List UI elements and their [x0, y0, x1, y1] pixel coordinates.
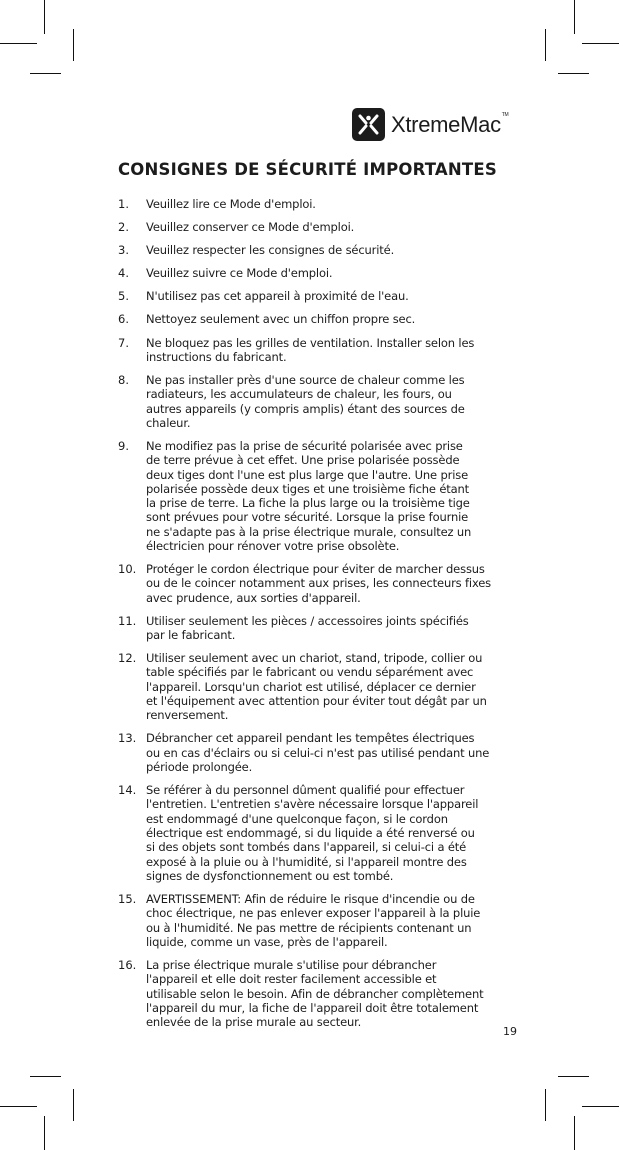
item-number: 15. — [118, 892, 137, 907]
item-number: 14. — [118, 783, 137, 798]
item-text — [146, 958, 483, 1029]
item-text — [146, 220, 354, 234]
item-text-line: si des objets sont tombés dans l'appareil, si celui-ci a été — [146, 840, 467, 855]
crop-mark — [545, 1089, 546, 1121]
item-text-line: de terre prévue à cet effet. Une prise polarisée possède — [146, 453, 460, 468]
item-text — [146, 197, 316, 211]
crop-mark — [582, 43, 619, 44]
item-text — [146, 289, 409, 303]
crop-mark — [44, 0, 45, 34]
item-text-line: choc électrique, ne pas enlever exposer l'appareil à la pluie — [146, 906, 481, 921]
list-item — [118, 731, 518, 774]
item-number: 12. — [118, 651, 137, 666]
item-number: 6. — [118, 312, 129, 327]
item-text-line: période prolongée. — [146, 760, 253, 775]
item-text-line: exposé à la pluie ou à l'humidité, si l'appareil montre des — [146, 854, 467, 869]
crop-mark — [558, 73, 589, 74]
item-text-line: par le fabricant. — [146, 628, 236, 643]
list-item — [118, 958, 518, 1029]
list-item — [118, 614, 518, 643]
item-number: 10. — [118, 562, 137, 577]
item-text-line: électricien pour rénover votre prise obsolète. — [146, 539, 400, 554]
crop-mark — [574, 1116, 575, 1150]
item-text-line: Se référer à du personnel dûment qualifié pour effectuer — [146, 783, 465, 798]
crop-mark — [0, 43, 37, 44]
item-number: 2. — [118, 220, 129, 235]
item-text-line: liquide, comme un vase, près de l'appareil. — [146, 934, 388, 949]
item-text-line: Ne modifiez pas la prise de sécurité polarisée avec prise — [146, 438, 463, 453]
item-text-line: ou en cas d'éclairs ou si celui-ci n'est pas utilisé pendant une — [146, 745, 490, 760]
safety-instructions-list — [118, 197, 518, 1038]
xtrememac-logo — [352, 108, 508, 141]
page-number: 19 — [503, 1025, 517, 1038]
item-number: 11. — [118, 613, 137, 628]
item-text-line: Utiliser seulement avec un chariot, stand, tripode, collier ou — [146, 651, 483, 666]
item-text-line: La prise électrique murale s'utilise pour débrancher — [146, 958, 437, 973]
item-number: 5. — [118, 289, 129, 304]
item-text-line: est endommagé d'une quelconque façon, si le cordon — [146, 811, 448, 826]
crop-mark — [545, 29, 546, 61]
item-text-line: enlevée de la prise murale au secteur. — [146, 1015, 362, 1030]
item-text-line: polarisée possède deux tiges et une troisième fiche étant — [146, 481, 469, 496]
crop-mark — [558, 1076, 589, 1077]
list-item — [118, 266, 518, 280]
item-text-line: l'entretien. L'entretien s'avère nécessaire lorsque l'appareil — [146, 797, 479, 812]
item-text-line: l'appareil et elle doit rester facilement accessible et — [146, 972, 437, 987]
list-item — [118, 197, 518, 211]
item-text-line: l'appareil du mur, la fiche de l'appareil doit être totalement — [146, 1000, 479, 1015]
list-item — [118, 336, 518, 365]
item-text-line: l'appareil. Lorsqu'un chariot est utilisé, déplacer ce dernier — [146, 679, 476, 694]
crop-mark — [73, 1089, 74, 1121]
item-text — [146, 266, 332, 280]
item-text-line: Nettoyez seulement avec un chiffon propre sec. — [146, 312, 416, 327]
item-text — [146, 312, 415, 326]
item-text-line: deux tiges dont l'une est plus large que l'autre. Une prise — [146, 467, 469, 482]
item-text — [146, 892, 480, 949]
item-text-line: Veuillez suivre ce Mode d'emploi. — [146, 266, 333, 281]
item-text-line: Veuillez respecter les consignes de sécurité. — [146, 243, 395, 258]
item-text-line: Utiliser seulement les pièces / accessoires joints spécifiés — [146, 613, 469, 628]
item-number: 16. — [118, 958, 137, 973]
item-text-line: sont prévues pour votre sécurité. Lorsque la prise fournie — [146, 510, 469, 525]
item-text-line: ne s'adapte pas à la prise électrique murale, consultez un — [146, 524, 472, 539]
list-item — [118, 439, 518, 553]
item-text — [146, 439, 471, 553]
list-item — [118, 651, 518, 722]
item-text — [146, 562, 491, 605]
item-text-line: électrique est endommagé, si du liquide a été renversé ou — [146, 826, 475, 841]
item-number: 9. — [118, 438, 129, 453]
item-text-line: AVERTISSEMENT: Afin de réduire le risque d'incendie ou de — [146, 892, 475, 907]
list-item — [118, 289, 518, 303]
item-text-line: utilisable selon le besoin. Afin de débrancher complètement — [146, 986, 484, 1001]
item-text-line: autres appareils (y compris amplis) étant des sources de — [146, 401, 465, 416]
list-item — [118, 220, 518, 234]
item-text-line: N'utilisez pas cet appareil à proximité de l'eau. — [146, 289, 409, 304]
item-number: 1. — [118, 197, 129, 211]
crop-mark — [73, 29, 74, 61]
item-text-line: signes de dysfonctionnement ou est tombé. — [146, 868, 394, 883]
item-text-line: radiateurs, les accumulateurs de chaleur, les fours, ou — [146, 387, 452, 402]
item-text-line: ou de le coincer notamment aux prises, les connecteurs fixes — [146, 576, 492, 591]
page-title: CONSIGNES DE SÉCURITÉ IMPORTANTES — [118, 160, 497, 179]
item-text — [146, 783, 478, 883]
item-text — [146, 336, 474, 365]
item-text-line: Ne pas installer près d'une source de chaleur comme les — [146, 372, 465, 387]
item-text-line: ou à l'humidité. Ne pas mettre de récipients contenant un — [146, 920, 472, 935]
xtrememac-logo-icon — [352, 108, 385, 141]
list-item — [118, 892, 518, 949]
item-text-line: et l'équipement avec attention pour éviter tout dégât par un — [146, 694, 487, 709]
item-text — [146, 243, 394, 257]
list-item — [118, 783, 518, 883]
item-text — [146, 731, 489, 774]
list-item — [118, 373, 518, 430]
item-text-line: la prise de terre. La fiche la plus large ou la troisième tige — [146, 496, 470, 511]
list-item — [118, 562, 518, 605]
crop-mark — [44, 1116, 45, 1150]
item-text-line: avec prudence, aux sorties d'appareil. — [146, 590, 361, 605]
item-number: 13. — [118, 731, 137, 746]
crop-mark — [582, 1106, 619, 1107]
trademark: TM — [501, 111, 509, 118]
list-item — [118, 312, 518, 326]
item-text-line: chaleur. — [146, 415, 191, 430]
item-number: 8. — [118, 372, 129, 387]
item-text-line: Veuillez conserver ce Mode d'emploi. — [146, 220, 355, 235]
item-text-line: table spécifiés par le fabricant ou vendu séparément avec — [146, 665, 474, 680]
item-number: 4. — [118, 266, 129, 281]
logo-text: XtremeMac — [391, 111, 501, 137]
item-text-line: Protéger le cordon électrique pour éviter de marcher dessus — [146, 562, 485, 577]
item-text — [146, 373, 465, 430]
item-text-line: Débrancher cet appareil pendant les tempêtes électriques — [146, 731, 475, 746]
item-text-line: renversement. — [146, 708, 229, 723]
item-text — [146, 614, 469, 643]
item-number: 3. — [118, 243, 129, 258]
item-number: 7. — [118, 335, 129, 350]
item-text-line: Ne bloquez pas les grilles de ventilation. Installer selon les — [146, 335, 475, 350]
crop-mark — [0, 1106, 37, 1107]
crop-mark — [30, 1076, 61, 1077]
item-text — [146, 651, 487, 722]
list-item — [118, 243, 518, 257]
crop-mark — [30, 73, 61, 74]
item-text-line: instructions du fabricant. — [146, 349, 287, 364]
crop-mark — [574, 0, 575, 34]
item-text-line: Veuillez lire ce Mode d'emploi. — [146, 197, 316, 211]
